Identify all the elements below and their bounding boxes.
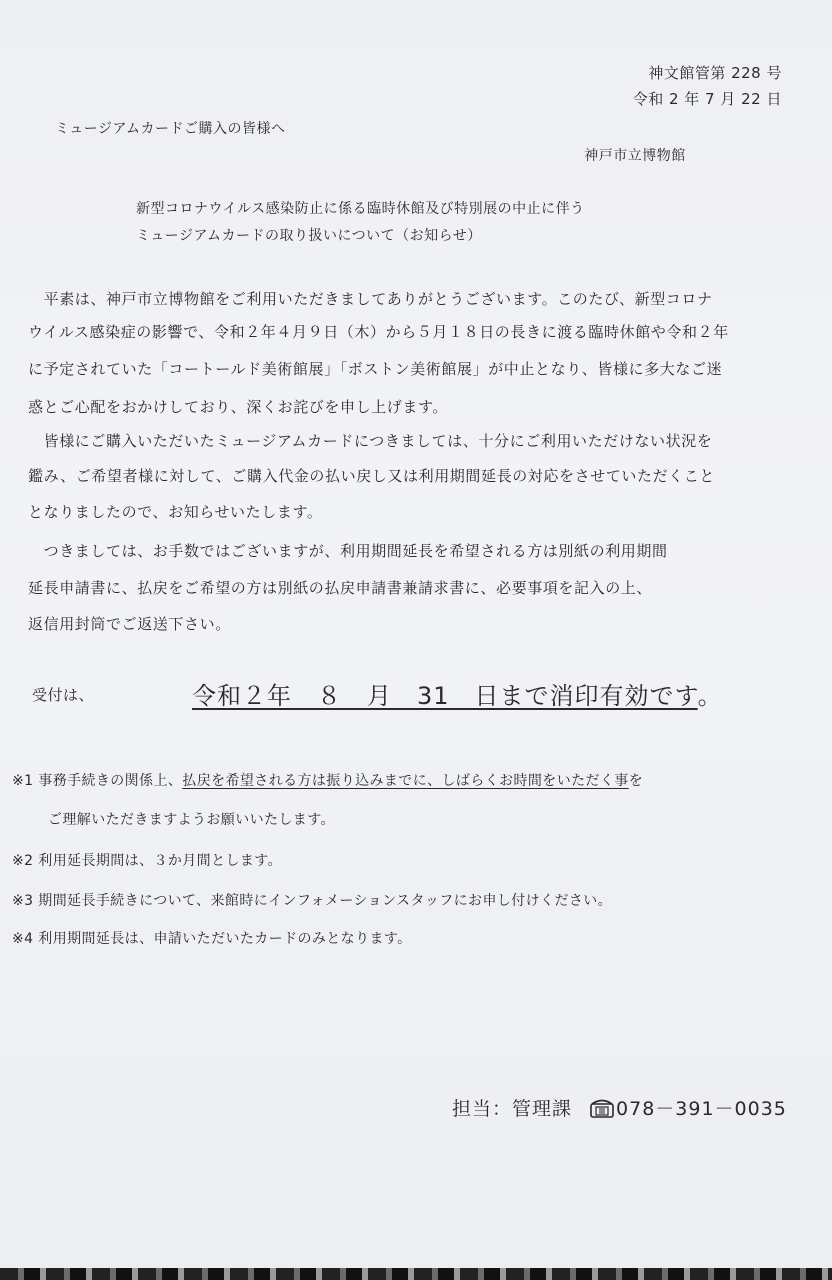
table-surface-edge bbox=[0, 1268, 832, 1280]
note-1-underlined: 払戻を希望される方は振り込みまでに、しばらくお時間をいただく事 bbox=[182, 773, 629, 789]
addressee: ミュージアムカードご購入の皆様へ bbox=[55, 121, 286, 137]
deadline-suffix: 。 bbox=[697, 682, 723, 710]
body-line: となりましたので、お知らせいたします。 bbox=[28, 503, 323, 521]
body-line: 皆様にご購入いただいたミュージアムカードにつきましては、十分にご利用いただけない状況を bbox=[28, 432, 713, 450]
note-1-prefix: ※1 事務手続きの関係上、 bbox=[12, 773, 183, 789]
body-line: 惑とご心配をおかけしており、深くお詫びを申し上げます。 bbox=[28, 398, 449, 416]
body-line: ウイルス感染症の影響で、令和２年４月９日（木）から５月１８日の長きに渡る臨時休館や令和２年 bbox=[28, 323, 729, 341]
contact-phone: 078－391－0035 bbox=[616, 1098, 787, 1120]
note-3: ※3 期間延長手続きについて、来館時にインフォメーションスタッフにお申し付けください。 bbox=[12, 893, 613, 909]
note-2: ※2 利用延長期間は、３か月間とします。 bbox=[12, 853, 282, 869]
body-line: に予定されていた「コートールド美術館展」「ボストン美術館展」が中止となり、皆様に多大なご迷 bbox=[28, 360, 723, 378]
note-1 bbox=[12, 770, 643, 790]
note-1-continuation: ご理解いただきますようお願いいたします。 bbox=[48, 812, 335, 828]
document-number: 神文館管第 228 号 bbox=[648, 64, 782, 82]
subject-line-1: 新型コロナウイルス感染防止に係る臨時休館及び特別展の中止に伴う bbox=[136, 201, 585, 217]
telephone-icon bbox=[590, 1098, 614, 1118]
deadline-date: 令和２年 ８ 月 31 日まで消印有効です bbox=[192, 682, 698, 710]
subject-line-2: ミュージアムカードの取り扱いについて（お知らせ） bbox=[136, 228, 482, 244]
note-1-suffix: を bbox=[628, 773, 644, 789]
body-line: 鑑み、ご希望者様に対して、ご購入代金の払い戻し又は利用期間延長の対応をさせていただくこと bbox=[28, 467, 716, 485]
document-date: 令和 2 年 7 月 22 日 bbox=[632, 90, 782, 108]
note-4: ※4 利用期間延長は、申請いただいたカードのみとなります。 bbox=[12, 931, 412, 947]
body-line: 返信用封筒でご返送下さい。 bbox=[28, 615, 231, 633]
contact bbox=[452, 1094, 787, 1121]
deadline-label: 受付は、 bbox=[32, 686, 95, 704]
sender: 神戸市立博物館 bbox=[584, 148, 686, 164]
body-line: 平素は、神戸市立博物館をご利用いただきましてありがとうございます。このたび、新型コロナ bbox=[28, 290, 713, 308]
contact-label: 担当：管理課 bbox=[452, 1098, 573, 1120]
deadline-statement bbox=[192, 676, 723, 711]
body-line: 延長申請書に、払戻をご希望の方は別紙の払戻申請書兼請求書に、必要事項を記入の上、 bbox=[28, 579, 653, 597]
body-line: つきましては、お手数ではございますが、利用期間延長を希望される方は別紙の利用期間 bbox=[28, 542, 668, 560]
